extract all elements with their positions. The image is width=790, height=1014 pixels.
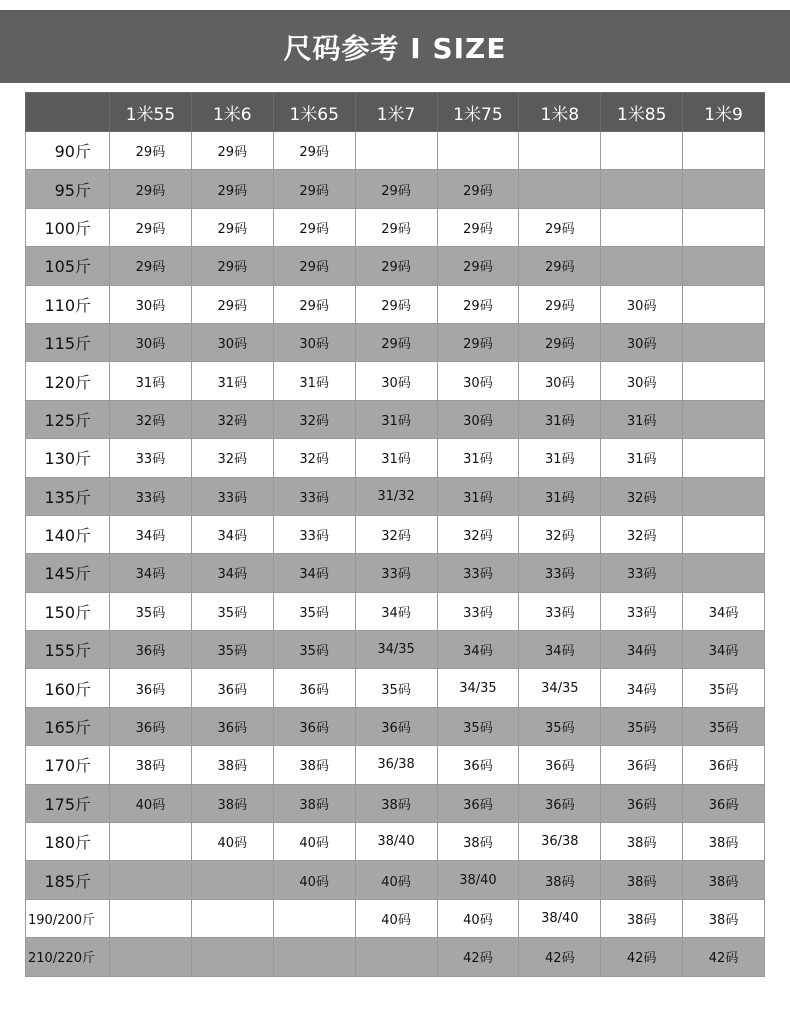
size-cell: 42码 xyxy=(437,938,519,976)
size-cell: 32码 xyxy=(273,439,355,477)
size-cell xyxy=(110,899,192,937)
size-cell: 32码 xyxy=(191,439,273,477)
size-cell: 29码 xyxy=(437,170,519,208)
weight-cell: 210/220斤 xyxy=(26,938,110,976)
height-header: 1米9 xyxy=(683,93,765,132)
size-cell: 29码 xyxy=(355,170,437,208)
size-cell: 32码 xyxy=(519,515,601,553)
size-cell: 38码 xyxy=(355,784,437,822)
size-cell: 38码 xyxy=(273,746,355,784)
size-cell: 36码 xyxy=(519,784,601,822)
size-cell: 34码 xyxy=(273,554,355,592)
size-cell: 30码 xyxy=(601,285,683,323)
size-cell: 35码 xyxy=(273,631,355,669)
size-cell: 35码 xyxy=(273,592,355,630)
size-cell: 31码 xyxy=(519,477,601,515)
size-cell xyxy=(110,823,192,861)
size-cell: 32码 xyxy=(273,400,355,438)
size-cell: 36码 xyxy=(355,707,437,745)
weight-cell: 120斤 xyxy=(26,362,110,400)
size-cell: 35码 xyxy=(191,592,273,630)
size-cell xyxy=(683,323,765,361)
title-banner xyxy=(0,10,790,83)
size-cell: 38码 xyxy=(273,784,355,822)
height-header: 1米7 xyxy=(355,93,437,132)
weight-cell: 170斤 xyxy=(26,746,110,784)
size-cell xyxy=(191,938,273,976)
size-cell: 31码 xyxy=(519,439,601,477)
size-cell: 35码 xyxy=(355,669,437,707)
size-cell: 31码 xyxy=(601,439,683,477)
weight-cell: 185斤 xyxy=(26,861,110,899)
size-cell: 33码 xyxy=(519,554,601,592)
size-cell: 29码 xyxy=(273,208,355,246)
size-cell: 29码 xyxy=(191,285,273,323)
size-cell: 34码 xyxy=(601,631,683,669)
size-cell: 29码 xyxy=(519,247,601,285)
size-cell: 36码 xyxy=(110,669,192,707)
size-cell: 34码 xyxy=(683,631,765,669)
size-cell: 31码 xyxy=(437,477,519,515)
size-cell: 29码 xyxy=(437,247,519,285)
size-cell: 29码 xyxy=(355,285,437,323)
table-row xyxy=(26,285,765,323)
size-cell: 35码 xyxy=(683,669,765,707)
weight-cell: 115斤 xyxy=(26,323,110,361)
size-cell: 38码 xyxy=(601,823,683,861)
table-row xyxy=(26,784,765,822)
size-cell: 29码 xyxy=(355,208,437,246)
size-cell: 29码 xyxy=(519,208,601,246)
size-cell: 42码 xyxy=(683,938,765,976)
size-cell xyxy=(683,362,765,400)
weight-cell: 155斤 xyxy=(26,631,110,669)
size-cell: 33码 xyxy=(355,554,437,592)
table-row xyxy=(26,132,765,170)
size-cell: 36码 xyxy=(683,746,765,784)
table-row xyxy=(26,170,765,208)
table-row xyxy=(26,323,765,361)
size-cell xyxy=(683,515,765,553)
size-cell: 30码 xyxy=(601,362,683,400)
size-cell: 30码 xyxy=(273,323,355,361)
size-cell: 30码 xyxy=(191,323,273,361)
table-row xyxy=(26,861,765,899)
size-cell xyxy=(191,899,273,937)
size-cell: 36码 xyxy=(273,707,355,745)
size-cell: 29码 xyxy=(519,323,601,361)
table-row xyxy=(26,707,765,745)
size-cell: 29码 xyxy=(191,132,273,170)
weight-cell: 90斤 xyxy=(26,132,110,170)
size-cell: 34码 xyxy=(191,515,273,553)
size-cell: 38码 xyxy=(683,823,765,861)
table-row xyxy=(26,592,765,630)
size-cell: 34/35 xyxy=(355,631,437,669)
header-row xyxy=(26,93,765,132)
size-cell: 31码 xyxy=(273,362,355,400)
weight-cell: 190/200斤 xyxy=(26,899,110,937)
height-header: 1米75 xyxy=(437,93,519,132)
size-cell xyxy=(273,938,355,976)
size-cell: 36码 xyxy=(191,707,273,745)
size-cell: 42码 xyxy=(601,938,683,976)
size-cell: 34/35 xyxy=(437,669,519,707)
size-cell: 40码 xyxy=(437,899,519,937)
weight-cell: 95斤 xyxy=(26,170,110,208)
size-cell xyxy=(683,208,765,246)
size-cell xyxy=(683,400,765,438)
size-cell: 42码 xyxy=(519,938,601,976)
weight-cell: 150斤 xyxy=(26,592,110,630)
size-cell: 30码 xyxy=(519,362,601,400)
table-row xyxy=(26,669,765,707)
size-chart-table xyxy=(25,92,765,977)
size-cell: 34码 xyxy=(601,669,683,707)
size-cell: 31/32 xyxy=(355,477,437,515)
size-cell xyxy=(683,285,765,323)
size-cell: 36码 xyxy=(110,631,192,669)
weight-cell: 160斤 xyxy=(26,669,110,707)
table-row xyxy=(26,631,765,669)
weight-cell: 175斤 xyxy=(26,784,110,822)
size-cell: 34码 xyxy=(437,631,519,669)
table-row xyxy=(26,823,765,861)
size-cell: 30码 xyxy=(110,323,192,361)
table-row xyxy=(26,362,765,400)
size-cell: 29码 xyxy=(355,247,437,285)
size-cell: 34码 xyxy=(191,554,273,592)
size-cell: 38码 xyxy=(110,746,192,784)
size-cell: 34码 xyxy=(355,592,437,630)
size-cell: 31码 xyxy=(437,439,519,477)
size-cell: 29码 xyxy=(110,247,192,285)
table-row xyxy=(26,439,765,477)
weight-cell: 145斤 xyxy=(26,554,110,592)
table-row xyxy=(26,746,765,784)
size-cell: 35码 xyxy=(191,631,273,669)
size-cell: 40码 xyxy=(110,784,192,822)
size-cell: 29码 xyxy=(110,132,192,170)
size-cell: 38码 xyxy=(191,746,273,784)
size-cell: 35码 xyxy=(437,707,519,745)
size-cell: 31码 xyxy=(601,400,683,438)
size-cell: 33码 xyxy=(110,477,192,515)
size-cell: 36码 xyxy=(519,746,601,784)
weight-cell: 140斤 xyxy=(26,515,110,553)
size-cell: 38/40 xyxy=(519,899,601,937)
size-cell: 29码 xyxy=(191,208,273,246)
size-cell: 38码 xyxy=(601,861,683,899)
page-title: 尺码参考 I SIZE xyxy=(283,31,507,65)
size-cell: 29码 xyxy=(191,247,273,285)
size-cell: 32码 xyxy=(601,477,683,515)
size-cell: 30码 xyxy=(355,362,437,400)
size-cell: 40码 xyxy=(273,823,355,861)
size-cell xyxy=(355,132,437,170)
size-cell: 36码 xyxy=(437,784,519,822)
size-cell: 33码 xyxy=(601,554,683,592)
size-cell xyxy=(683,439,765,477)
size-cell xyxy=(683,477,765,515)
size-cell: 32码 xyxy=(110,400,192,438)
size-cell xyxy=(601,170,683,208)
size-cell: 31码 xyxy=(110,362,192,400)
size-cell: 31码 xyxy=(191,362,273,400)
size-cell xyxy=(110,938,192,976)
table-row xyxy=(26,554,765,592)
size-cell: 38码 xyxy=(683,861,765,899)
size-cell: 35码 xyxy=(601,707,683,745)
size-cell xyxy=(273,899,355,937)
weight-cell: 110斤 xyxy=(26,285,110,323)
size-chart-header xyxy=(26,93,765,132)
size-cell: 33码 xyxy=(273,477,355,515)
size-cell: 35码 xyxy=(519,707,601,745)
size-cell: 29码 xyxy=(437,323,519,361)
weight-cell: 100斤 xyxy=(26,208,110,246)
size-cell xyxy=(683,170,765,208)
size-cell: 38码 xyxy=(437,823,519,861)
size-cell xyxy=(601,208,683,246)
size-cell: 36/38 xyxy=(355,746,437,784)
size-cell: 33码 xyxy=(437,554,519,592)
size-cell: 35码 xyxy=(683,707,765,745)
size-cell: 29码 xyxy=(437,285,519,323)
size-cell: 30码 xyxy=(437,400,519,438)
size-cell: 34码 xyxy=(110,515,192,553)
size-cell: 36码 xyxy=(273,669,355,707)
size-cell: 36码 xyxy=(191,669,273,707)
table-row xyxy=(26,515,765,553)
size-cell: 29码 xyxy=(273,132,355,170)
size-cell: 34码 xyxy=(519,631,601,669)
size-cell xyxy=(683,132,765,170)
size-cell xyxy=(601,132,683,170)
size-cell: 34码 xyxy=(110,554,192,592)
size-cell: 32码 xyxy=(437,515,519,553)
size-cell: 31码 xyxy=(355,439,437,477)
size-cell: 38码 xyxy=(191,784,273,822)
size-cell: 34码 xyxy=(683,592,765,630)
size-cell: 40码 xyxy=(355,861,437,899)
size-cell: 35码 xyxy=(110,592,192,630)
table-row xyxy=(26,247,765,285)
size-cell: 32码 xyxy=(601,515,683,553)
size-cell xyxy=(683,554,765,592)
size-cell: 32码 xyxy=(355,515,437,553)
height-header: 1米8 xyxy=(519,93,601,132)
table-row xyxy=(26,208,765,246)
weight-cell: 125斤 xyxy=(26,400,110,438)
size-cell xyxy=(519,170,601,208)
size-cell: 32码 xyxy=(191,400,273,438)
size-cell xyxy=(191,861,273,899)
size-cell xyxy=(601,247,683,285)
height-header: 1米6 xyxy=(191,93,273,132)
size-cell: 30码 xyxy=(437,362,519,400)
size-cell: 29码 xyxy=(437,208,519,246)
size-cell: 29码 xyxy=(519,285,601,323)
size-cell: 38/40 xyxy=(437,861,519,899)
height-header: 1米65 xyxy=(273,93,355,132)
height-header: 1米55 xyxy=(110,93,192,132)
size-cell: 40码 xyxy=(191,823,273,861)
size-cell: 33码 xyxy=(110,439,192,477)
size-cell: 36/38 xyxy=(519,823,601,861)
table-row xyxy=(26,938,765,976)
size-cell: 36码 xyxy=(601,746,683,784)
size-cell xyxy=(683,247,765,285)
table-row xyxy=(26,400,765,438)
table-row xyxy=(26,477,765,515)
size-cell: 36码 xyxy=(601,784,683,822)
size-cell xyxy=(110,861,192,899)
size-cell: 33码 xyxy=(437,592,519,630)
size-cell: 33码 xyxy=(601,592,683,630)
size-cell: 33码 xyxy=(519,592,601,630)
size-chart-body xyxy=(26,132,765,977)
size-cell: 33码 xyxy=(273,515,355,553)
size-cell: 29码 xyxy=(273,247,355,285)
size-cell xyxy=(519,132,601,170)
weight-cell: 165斤 xyxy=(26,707,110,745)
size-cell: 30码 xyxy=(601,323,683,361)
height-header: 1米85 xyxy=(601,93,683,132)
size-cell xyxy=(437,132,519,170)
size-cell: 36码 xyxy=(110,707,192,745)
size-cell: 31码 xyxy=(355,400,437,438)
size-cell: 38码 xyxy=(601,899,683,937)
size-cell: 34/35 xyxy=(519,669,601,707)
weight-cell: 105斤 xyxy=(26,247,110,285)
size-cell xyxy=(355,938,437,976)
size-cell: 29码 xyxy=(110,170,192,208)
size-cell: 38/40 xyxy=(355,823,437,861)
size-cell: 30码 xyxy=(110,285,192,323)
size-cell: 36码 xyxy=(437,746,519,784)
size-cell: 40码 xyxy=(273,861,355,899)
size-cell: 38码 xyxy=(519,861,601,899)
weight-cell: 180斤 xyxy=(26,823,110,861)
weight-cell: 135斤 xyxy=(26,477,110,515)
size-cell: 29码 xyxy=(191,170,273,208)
size-cell: 29码 xyxy=(273,285,355,323)
size-cell: 38码 xyxy=(683,899,765,937)
header-corner xyxy=(26,93,110,132)
size-cell: 29码 xyxy=(355,323,437,361)
weight-cell: 130斤 xyxy=(26,439,110,477)
size-cell: 40码 xyxy=(355,899,437,937)
size-cell: 36码 xyxy=(683,784,765,822)
size-cell: 33码 xyxy=(191,477,273,515)
table-row xyxy=(26,899,765,937)
size-cell: 29码 xyxy=(110,208,192,246)
size-cell: 29码 xyxy=(273,170,355,208)
size-cell: 31码 xyxy=(519,400,601,438)
